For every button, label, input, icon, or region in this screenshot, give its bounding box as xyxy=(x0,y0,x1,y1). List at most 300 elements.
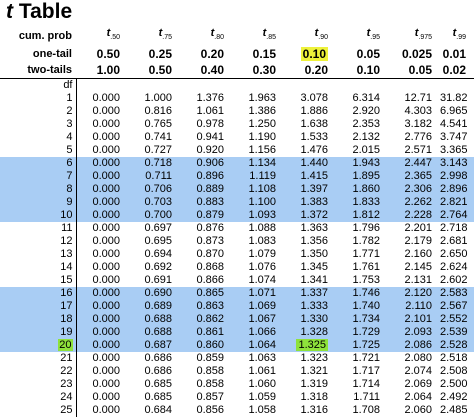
cell-value: 3.182 xyxy=(404,118,432,131)
table-cell xyxy=(440,92,474,105)
cell-value: 0.858 xyxy=(196,365,224,378)
table-cell xyxy=(284,209,336,222)
cum-prob-subscript: .50 xyxy=(110,34,120,42)
cell-value: 0.694 xyxy=(144,248,172,261)
table-cell xyxy=(440,274,474,287)
df-cell xyxy=(0,248,76,261)
table-cell xyxy=(180,313,232,326)
table-cell xyxy=(180,287,232,300)
table-cell xyxy=(76,391,128,404)
cell-value: 1.074 xyxy=(248,274,276,287)
cum-prob-header xyxy=(232,25,284,46)
cell-value: 1.372 xyxy=(300,209,328,222)
cell-value: 0.859 xyxy=(196,352,224,365)
cell-value: 1.316 xyxy=(300,404,328,417)
df-value: 22 xyxy=(60,365,73,378)
df-header-spacer xyxy=(232,79,284,93)
table-cell xyxy=(388,365,440,378)
title-word: Table xyxy=(18,0,73,23)
one-tail-text: 0.20 xyxy=(200,47,224,62)
table-cell xyxy=(336,144,388,157)
cell-value: 1.440 xyxy=(300,157,328,170)
cum-prob-header xyxy=(128,25,180,46)
cum-prob-subscript: .95 xyxy=(370,34,380,42)
table-row xyxy=(0,222,474,235)
cell-value: 2.060 xyxy=(404,404,432,417)
cell-value: 2.093 xyxy=(404,326,432,339)
table-cell xyxy=(388,118,440,131)
df-value: 16 xyxy=(60,287,73,300)
cell-value: 0.896 xyxy=(196,170,224,183)
table-cell xyxy=(128,313,180,326)
cell-value: 2.650 xyxy=(440,248,468,261)
cell-value: 0.000 xyxy=(92,105,120,118)
df-cell xyxy=(0,222,76,235)
table-cell xyxy=(76,274,128,287)
cell-value: 1.345 xyxy=(300,261,328,274)
cell-value: 2.179 xyxy=(404,235,432,248)
table-cell xyxy=(440,118,474,131)
cell-value: 0.861 xyxy=(196,326,224,339)
cell-value: 1.061 xyxy=(196,105,224,118)
table-cell xyxy=(76,131,128,144)
cell-value: 0.692 xyxy=(144,261,172,274)
cell-value: 0.727 xyxy=(144,144,172,157)
table-cell xyxy=(232,170,284,183)
cell-value: 0.000 xyxy=(92,274,120,287)
cell-value: 3.747 xyxy=(440,131,468,144)
cell-value: 1.796 xyxy=(352,222,380,235)
one-tail-text: 0.10 xyxy=(302,47,326,62)
cell-value: 2.015 xyxy=(352,144,380,157)
cell-value: 1.725 xyxy=(352,339,380,352)
cell-value: 0.000 xyxy=(92,183,120,196)
cell-value: 4.303 xyxy=(404,105,432,118)
cell-value: 2.896 xyxy=(440,183,468,196)
table-cell xyxy=(76,352,128,365)
df-value: 25 xyxy=(60,404,73,417)
cell-value: 2.718 xyxy=(440,222,468,235)
table-cell xyxy=(440,352,474,365)
table-cell xyxy=(232,378,284,391)
cell-value: 1.333 xyxy=(300,300,328,313)
cell-value: 0.700 xyxy=(144,209,172,222)
cell-value: 1.397 xyxy=(300,183,328,196)
table-cell xyxy=(388,352,440,365)
cell-value: 3.078 xyxy=(300,92,328,105)
cell-value: 0.718 xyxy=(144,157,172,170)
cum-prob-subscript: .85 xyxy=(266,34,276,42)
cell-value: 1.067 xyxy=(248,313,276,326)
table-cell xyxy=(284,118,336,131)
cell-value: 0.856 xyxy=(196,404,224,417)
cell-value: 1.717 xyxy=(352,365,380,378)
table-cell xyxy=(76,92,128,105)
table-cell xyxy=(336,92,388,105)
cell-value: 1.746 xyxy=(352,287,380,300)
cell-value: 1.330 xyxy=(300,313,328,326)
cell-value: 1.071 xyxy=(248,287,276,300)
one-tail-value xyxy=(76,46,128,62)
cell-value: 2.086 xyxy=(404,339,432,352)
cell-value: 1.895 xyxy=(352,170,380,183)
table-cell xyxy=(336,131,388,144)
cell-value: 1.740 xyxy=(352,300,380,313)
cum-prob-label: cum. prob xyxy=(18,29,72,42)
df-cell xyxy=(0,365,76,378)
cell-value: 1.323 xyxy=(300,352,328,365)
cell-value: 1.729 xyxy=(352,326,380,339)
table-cell xyxy=(128,131,180,144)
table-cell xyxy=(440,313,474,326)
cell-value: 1.963 xyxy=(248,92,276,105)
table-cell xyxy=(180,404,232,417)
table-cell xyxy=(232,144,284,157)
table-row xyxy=(0,92,474,105)
cell-value: 2.201 xyxy=(404,222,432,235)
cell-value: 0.000 xyxy=(92,313,120,326)
table-cell xyxy=(284,235,336,248)
table-cell xyxy=(336,248,388,261)
table-cell xyxy=(440,131,474,144)
table-cell xyxy=(440,144,474,157)
table-cell xyxy=(128,300,180,313)
table-cell xyxy=(76,222,128,235)
two-tails-value: 0.40 xyxy=(180,62,232,79)
table-cell xyxy=(388,339,440,352)
table-row xyxy=(0,118,474,131)
cell-value: 1.108 xyxy=(248,183,276,196)
df-header-spacer xyxy=(336,79,388,93)
table-cell xyxy=(440,209,474,222)
table-cell xyxy=(284,326,336,339)
table-cell xyxy=(128,92,180,105)
cell-value: 1.000 xyxy=(144,92,172,105)
df-value: 6 xyxy=(66,157,73,170)
cum-prob-subscript: .975 xyxy=(418,34,432,42)
table-cell xyxy=(180,300,232,313)
cell-value: 0.857 xyxy=(196,391,224,404)
cell-value: 1.812 xyxy=(352,209,380,222)
table-cell xyxy=(76,365,128,378)
df-cell xyxy=(0,170,76,183)
table-cell xyxy=(128,287,180,300)
df-value: 9 xyxy=(66,196,73,209)
cum-prob-prefix: t xyxy=(366,27,371,39)
table-cell xyxy=(128,196,180,209)
table-row xyxy=(0,352,474,365)
table-cell xyxy=(388,404,440,417)
cell-value: 1.156 xyxy=(248,144,276,157)
cell-value: 1.721 xyxy=(352,352,380,365)
cell-value: 1.415 xyxy=(300,170,328,183)
table-cell xyxy=(180,196,232,209)
table-cell xyxy=(232,287,284,300)
df-header-spacer xyxy=(388,79,440,93)
df-label: df xyxy=(0,79,76,93)
table-cell xyxy=(180,157,232,170)
table-cell xyxy=(232,365,284,378)
table-cell xyxy=(284,105,336,118)
table-cell xyxy=(76,326,128,339)
cell-value: 1.711 xyxy=(353,391,380,404)
table-cell xyxy=(76,209,128,222)
table-cell xyxy=(336,274,388,287)
table-cell xyxy=(76,183,128,196)
cell-value: 0.688 xyxy=(144,326,172,339)
df-value: 23 xyxy=(60,378,73,391)
table-cell xyxy=(76,404,128,417)
cell-value: 0.687 xyxy=(144,339,172,352)
cell-value: 0.868 xyxy=(196,261,224,274)
table-cell xyxy=(440,105,474,118)
table-cell xyxy=(180,326,232,339)
cum-prob-subscript: .90 xyxy=(318,34,328,42)
cell-value: 0.920 xyxy=(196,144,224,157)
table-cell xyxy=(76,287,128,300)
table-cell xyxy=(180,391,232,404)
cell-value: 0.000 xyxy=(92,352,120,365)
cell-value: 31.82 xyxy=(440,92,468,105)
cell-value: 2.567 xyxy=(440,300,468,313)
table-cell xyxy=(440,248,474,261)
table-cell xyxy=(388,196,440,209)
two-tails-value: 0.50 xyxy=(128,62,180,79)
df-value: 5 xyxy=(66,144,73,157)
table-cell xyxy=(76,196,128,209)
table-cell xyxy=(232,209,284,222)
df-value: 21 xyxy=(60,352,73,365)
cell-value: 6.965 xyxy=(440,105,468,118)
one-tail-value xyxy=(180,46,232,62)
table-cell xyxy=(128,248,180,261)
table-row xyxy=(0,287,474,300)
cell-value: 0.689 xyxy=(144,300,172,313)
cum-prob-prefix: t xyxy=(452,27,457,39)
table-cell xyxy=(336,365,388,378)
cell-value: 2.228 xyxy=(404,209,432,222)
cell-value: 1.714 xyxy=(352,378,380,391)
table-cell xyxy=(336,391,388,404)
table-cell xyxy=(284,261,336,274)
table-cell xyxy=(336,404,388,417)
cell-value: 1.708 xyxy=(352,404,380,417)
one-tail-text: 0.15 xyxy=(252,47,276,62)
cell-value: 0.000 xyxy=(92,196,120,209)
cell-value: 0.688 xyxy=(144,313,172,326)
table-cell xyxy=(76,313,128,326)
cell-value: 1.943 xyxy=(352,157,380,170)
cum-prob-header xyxy=(76,25,128,46)
table-cell xyxy=(284,300,336,313)
cell-value: 0.866 xyxy=(196,274,224,287)
two-tails-row xyxy=(0,62,474,79)
df-cell xyxy=(0,235,76,248)
cell-value: 0.000 xyxy=(92,287,120,300)
cell-value: 0.000 xyxy=(92,365,120,378)
table-cell xyxy=(336,118,388,131)
table-cell xyxy=(440,339,474,352)
cell-value: 1.350 xyxy=(300,248,328,261)
table-cell xyxy=(388,378,440,391)
table-row xyxy=(0,170,474,183)
cell-value: 0.000 xyxy=(92,222,120,235)
cell-value: 1.761 xyxy=(352,261,380,274)
table-cell xyxy=(128,352,180,365)
table-cell xyxy=(440,365,474,378)
table-cell xyxy=(232,92,284,105)
table-row xyxy=(0,157,474,170)
table-cell xyxy=(336,339,388,352)
cell-value: 0.860 xyxy=(196,339,224,352)
table-cell xyxy=(388,391,440,404)
cell-value: 1.066 xyxy=(248,326,276,339)
df-cell xyxy=(0,183,76,196)
table-cell xyxy=(336,235,388,248)
cell-value: 3.365 xyxy=(440,144,468,157)
table-row xyxy=(0,209,474,222)
table-cell xyxy=(128,365,180,378)
cell-value: 0.883 xyxy=(196,196,224,209)
table-cell xyxy=(128,378,180,391)
table-cell xyxy=(76,378,128,391)
table-cell xyxy=(232,248,284,261)
cell-value: 0.711 xyxy=(145,170,172,183)
cell-value: 2.080 xyxy=(404,352,432,365)
cell-value: 1.069 xyxy=(248,300,276,313)
cell-value: 0.000 xyxy=(92,339,120,352)
table-cell xyxy=(232,131,284,144)
df-cell xyxy=(0,378,76,391)
cell-value: 2.447 xyxy=(404,157,432,170)
table-row xyxy=(0,339,474,352)
cell-value: 1.341 xyxy=(300,274,328,287)
table-cell xyxy=(232,300,284,313)
table-cell xyxy=(180,92,232,105)
table-cell xyxy=(336,183,388,196)
table-cell xyxy=(336,196,388,209)
cell-value: 0.858 xyxy=(196,378,224,391)
table-cell xyxy=(128,326,180,339)
cell-value: 2.101 xyxy=(404,313,432,326)
table-cell xyxy=(336,261,388,274)
cell-value: 0.686 xyxy=(144,365,172,378)
cell-value: 0.863 xyxy=(196,300,224,313)
table-cell xyxy=(128,118,180,131)
cell-value: 2.500 xyxy=(440,378,468,391)
two-tails-value: 0.05 xyxy=(388,62,440,79)
cell-value: 0.000 xyxy=(92,209,120,222)
table-cell xyxy=(232,105,284,118)
cum-prob-prefix: t xyxy=(158,27,163,39)
cell-value: 1.734 xyxy=(352,313,380,326)
t-distribution-table xyxy=(0,25,474,417)
df-cell xyxy=(0,261,76,274)
table-cell xyxy=(440,287,474,300)
cell-value: 0.695 xyxy=(144,235,172,248)
table-cell xyxy=(284,157,336,170)
cell-value: 2.624 xyxy=(440,261,468,274)
table-cell xyxy=(128,261,180,274)
cell-value: 0.741 xyxy=(144,131,172,144)
table-row xyxy=(0,144,474,157)
cell-value: 0.906 xyxy=(196,157,224,170)
table-cell xyxy=(180,274,232,287)
table-cell xyxy=(388,313,440,326)
table-cell xyxy=(336,105,388,118)
table-cell xyxy=(388,300,440,313)
table-cell xyxy=(336,170,388,183)
cum-prob-prefix: t xyxy=(262,27,267,39)
cell-value: 1.833 xyxy=(352,196,380,209)
table-cell xyxy=(76,248,128,261)
table-cell xyxy=(128,157,180,170)
df-value: 7 xyxy=(66,170,73,183)
cell-value: 0.690 xyxy=(144,287,172,300)
table-cell xyxy=(388,326,440,339)
table-cell xyxy=(284,183,336,196)
table-cell xyxy=(388,248,440,261)
cell-value: 12.71 xyxy=(404,92,432,105)
table-cell xyxy=(76,235,128,248)
cum-prob-header xyxy=(388,25,440,46)
cell-value: 1.100 xyxy=(248,196,276,209)
table-cell xyxy=(128,144,180,157)
df-value: 4 xyxy=(66,131,73,144)
table-cell xyxy=(180,170,232,183)
table-cell xyxy=(232,352,284,365)
df-value: 10 xyxy=(60,209,73,222)
df-header-row xyxy=(0,79,474,93)
table-cell xyxy=(128,209,180,222)
table-cell xyxy=(284,274,336,287)
table-cell xyxy=(180,118,232,131)
cell-value: 1.337 xyxy=(300,287,328,300)
cell-value: 0.873 xyxy=(196,235,224,248)
table-cell xyxy=(128,339,180,352)
cell-value: 2.518 xyxy=(440,352,468,365)
table-cell xyxy=(128,274,180,287)
df-value: 18 xyxy=(60,313,73,326)
cell-value: 0.941 xyxy=(196,131,224,144)
df-value: 17 xyxy=(60,300,73,313)
df-value: 20 xyxy=(59,339,72,352)
table-cell xyxy=(388,105,440,118)
df-value: 3 xyxy=(66,118,73,131)
table-cell xyxy=(76,157,128,170)
table-cell xyxy=(180,352,232,365)
cell-value: 0.686 xyxy=(144,352,172,365)
cell-value: 1.860 xyxy=(352,183,380,196)
df-cell xyxy=(0,313,76,326)
cum-prob-header xyxy=(284,25,336,46)
table-cell xyxy=(388,235,440,248)
df-value: 15 xyxy=(60,274,73,287)
cell-value: 2.528 xyxy=(440,339,468,352)
table-cell xyxy=(76,118,128,131)
table-cell xyxy=(336,326,388,339)
table-cell xyxy=(284,404,336,417)
cell-value: 0.000 xyxy=(92,261,120,274)
cell-value: 1.753 xyxy=(352,274,380,287)
table-cell xyxy=(284,352,336,365)
table-row xyxy=(0,300,474,313)
table-cell xyxy=(388,170,440,183)
df-value: 2 xyxy=(66,105,73,118)
table-cell xyxy=(440,300,474,313)
cell-value: 1.059 xyxy=(248,391,276,404)
cell-value: 2.681 xyxy=(440,235,468,248)
